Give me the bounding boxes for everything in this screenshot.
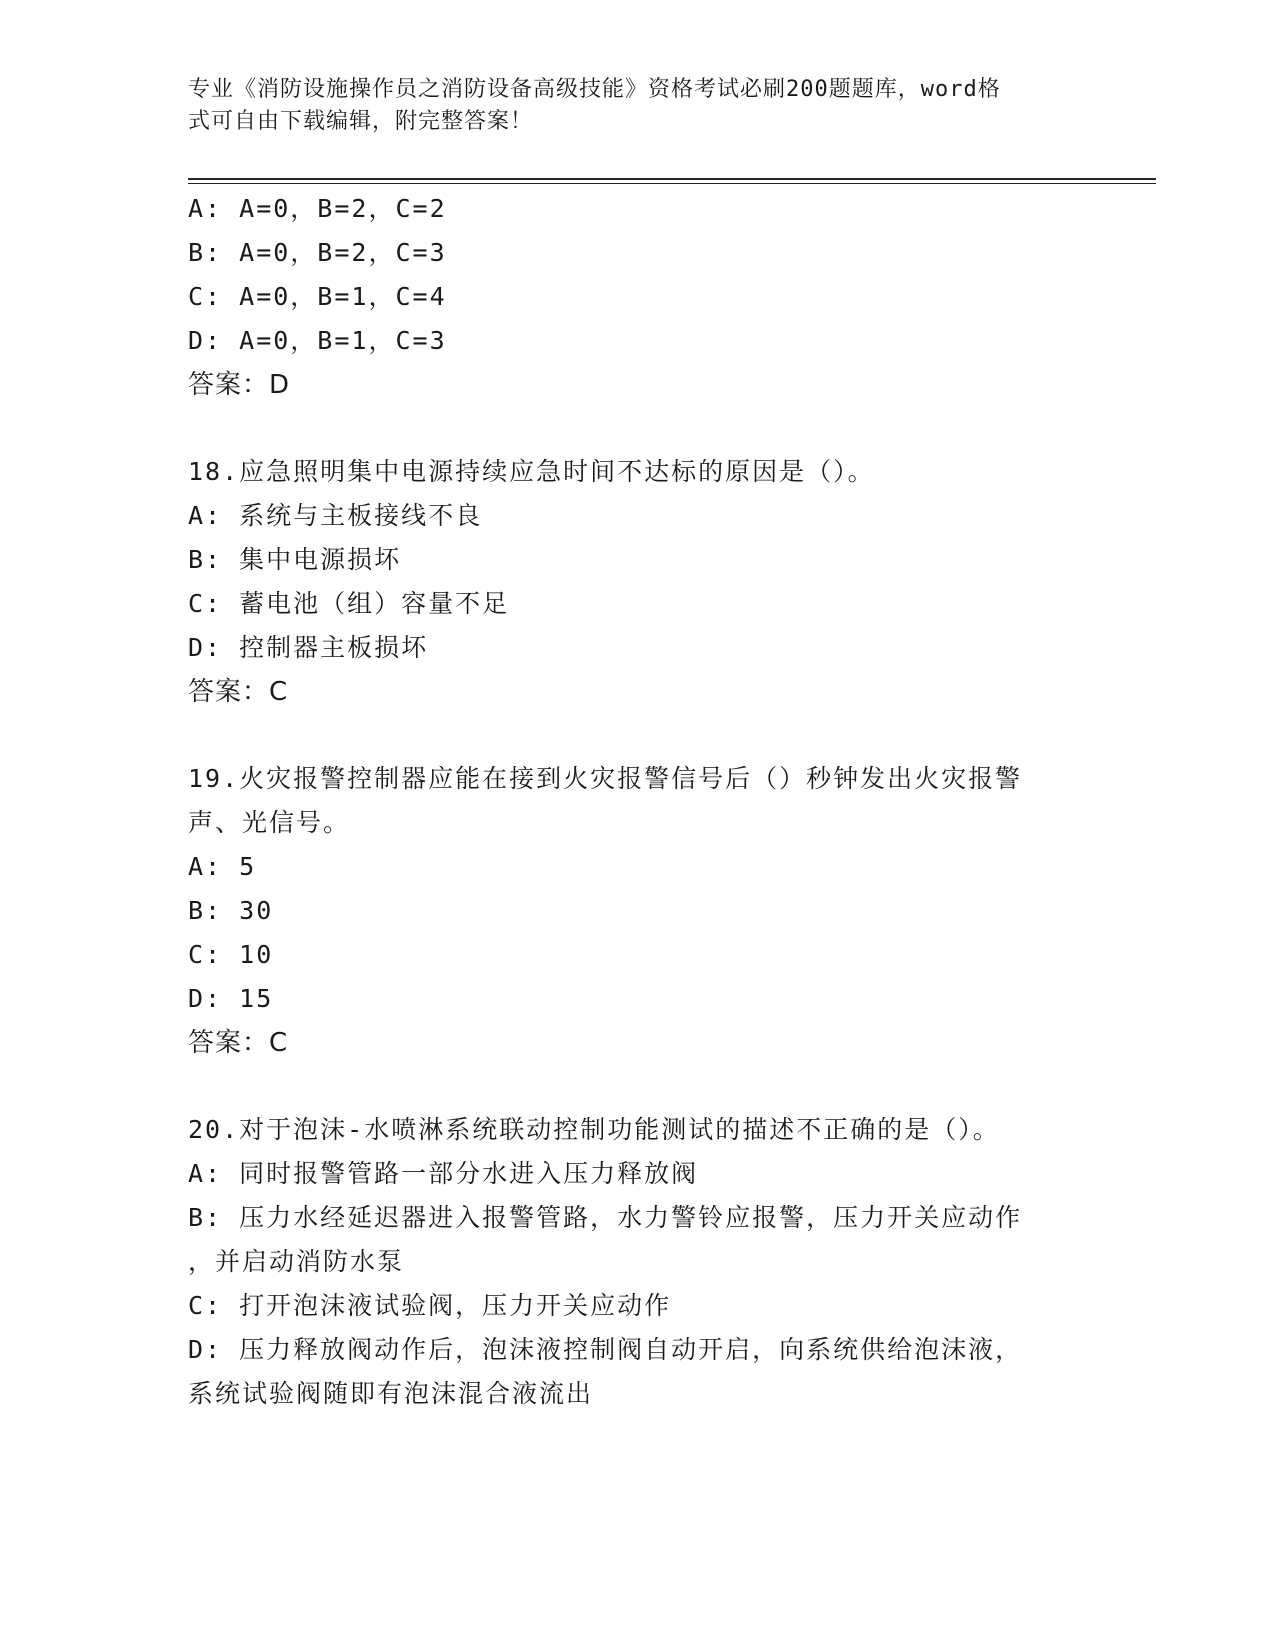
q20-option-d-line-2: 系统试验阀随即有泡沫混合液流出 (188, 1379, 594, 1408)
q17-option-b: B: A=0，B=2，C=3 (188, 238, 447, 267)
q20-stem: 20.对于泡沫-水喷淋系统联动控制功能测试的描述不正确的是（）。 (188, 1115, 1000, 1144)
q20-option-b-line-2: ，并启动消防水泵 (188, 1247, 405, 1276)
q18-option-c: C: 蓄电池（组）容量不足 (188, 589, 510, 618)
q18-option-d: D: 控制器主板损坏 (188, 633, 429, 662)
header-divider-thick (188, 178, 1156, 180)
q19-option-b: B: 30 (188, 896, 274, 925)
q19-answer: 答案：C (188, 1028, 289, 1058)
q18-option-a: A: 系统与主板接线不良 (188, 501, 483, 530)
q19-option-a: A: 5 (188, 852, 257, 881)
q20-option-b-line-1: B: 压力水经延迟器进入报警管路，水力警铃应报警，压力开关应动作 (188, 1203, 1023, 1232)
document-header (188, 74, 1068, 138)
q17-answer: 答案：D (188, 370, 291, 400)
q19-option-d: D: 15 (188, 984, 274, 1013)
q17-option-a: A: A=0，B=2，C=2 (188, 194, 447, 223)
q19-stem-line-2: 声、光信号。 (188, 808, 351, 837)
header-divider-thin (188, 183, 1156, 184)
q19-option-c: C: 10 (188, 940, 274, 969)
q18-option-b: B: 集中电源损坏 (188, 545, 402, 574)
q17-option-d: D: A=0，B=1，C=3 (188, 326, 447, 355)
q18-answer: 答案：C (188, 677, 289, 707)
q20-option-c: C: 打开泡沫液试验阀，压力开关应动作 (188, 1291, 672, 1320)
q19-stem-line-1: 19.火灾报警控制器应能在接到火灾报警信号后（）秒钟发出火灾报警 (188, 764, 1023, 793)
header-title-line-1: 专业《消防设施操作员之消防设备高级技能》资格考试必刷200题题库，word格 (188, 77, 1001, 102)
q17-option-c: C: A=0，B=1，C=4 (188, 282, 447, 311)
q18-stem: 18.应急照明集中电源持续应急时间不达标的原因是（）。 (188, 457, 875, 486)
q20-option-d-line-1: D: 压力释放阀动作后，泡沫液控制阀自动开启，向系统供给泡沫液， (188, 1335, 1023, 1364)
header-title-line-2: 式可自由下载编辑，附完整答案！ (188, 109, 534, 134)
q20-option-a: A: 同时报警管路一部分水进入压力释放阀 (188, 1159, 699, 1188)
